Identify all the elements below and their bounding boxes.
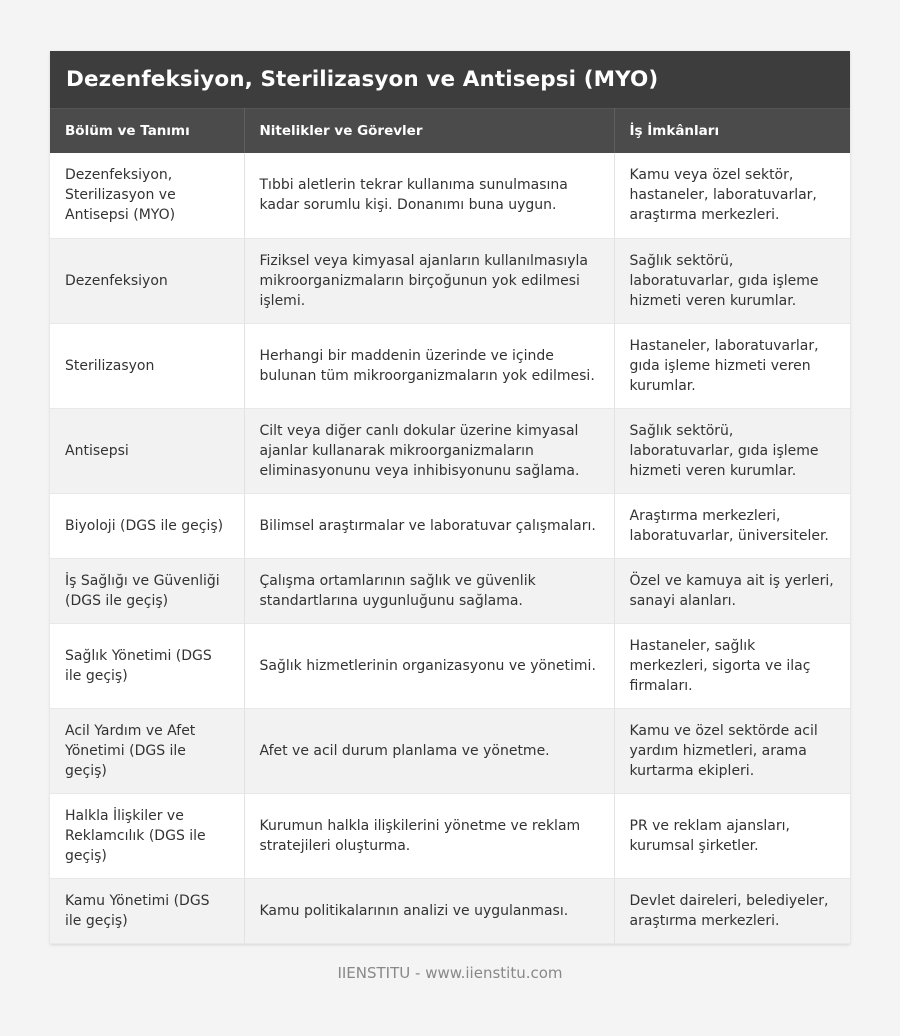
table-cell: Devlet daireleri, belediyeler, araştırma merkezleri. xyxy=(614,878,850,943)
table-cell: Araştırma merkezleri, laboratuvarlar, üniversiteler. xyxy=(614,493,850,558)
table-row xyxy=(50,878,850,943)
table-cell: Dezenfeksiyon, Sterilizasyon ve Antisepsi (MYO) xyxy=(50,153,244,238)
table-cell: Acil Yardım ve Afet Yönetimi (DGS ile geçiş) xyxy=(50,708,244,793)
column-header-job-opportunities: İş İmkânları xyxy=(614,109,850,154)
table-cell: PR ve reklam ajansları, kurumsal şirketler. xyxy=(614,793,850,878)
data-table xyxy=(50,108,850,944)
table-row xyxy=(50,493,850,558)
table-row xyxy=(50,558,850,623)
table-row xyxy=(50,238,850,323)
table-cell: Sterilizasyon xyxy=(50,323,244,408)
table-row xyxy=(50,623,850,708)
table-cell: Kurumun halkla ilişkilerini yönetme ve reklam stratejileri oluşturma. xyxy=(244,793,614,878)
table-cell: Tıbbi aletlerin tekrar kullanıma sunulmasına kadar sorumlu kişi. Donanımı buna uygun. xyxy=(244,153,614,238)
table-cell: Özel ve kamuya ait iş yerleri, sanayi alanları. xyxy=(614,558,850,623)
table-header-row xyxy=(50,109,850,154)
table-cell: Herhangi bir maddenin üzerinde ve içinde bulunan tüm mikroorganizmaların yok edilmesi. xyxy=(244,323,614,408)
table-cell: Sağlık Yönetimi (DGS ile geçiş) xyxy=(50,623,244,708)
table-cell: Sağlık hizmetlerinin organizasyonu ve yönetimi. xyxy=(244,623,614,708)
table-cell: Kamu Yönetimi (DGS ile geçiş) xyxy=(50,878,244,943)
column-header-qualifications: Nitelikler ve Görevler xyxy=(244,109,614,154)
table-cell: Hastaneler, sağlık merkezleri, sigorta ve ilaç firmaları. xyxy=(614,623,850,708)
table-row xyxy=(50,793,850,878)
page-title: Dezenfeksiyon, Sterilizasyon ve Antisepsi (MYO) xyxy=(50,51,850,108)
table-cell: Dezenfeksiyon xyxy=(50,238,244,323)
table-cell: Hastaneler, laboratuvarlar, gıda işleme hizmeti veren kurumlar. xyxy=(614,323,850,408)
table-cell: Fiziksel veya kimyasal ajanların kullanılmasıyla mikroorganizmaların birçoğunun yok edilmesi işlemi. xyxy=(244,238,614,323)
table-row xyxy=(50,708,850,793)
table-cell: Antisepsi xyxy=(50,408,244,493)
footer-text: IIENSTITU - www.iienstitu.com xyxy=(337,964,563,982)
column-header-department: Bölüm ve Tanımı xyxy=(50,109,244,154)
table-cell: Bilimsel araştırmalar ve laboratuvar çalışmaları. xyxy=(244,493,614,558)
table-cell: Çalışma ortamlarının sağlık ve güvenlik standartlarına uygunluğunu sağlama. xyxy=(244,558,614,623)
table-cell: Cilt veya diğer canlı dokular üzerine kimyasal ajanlar kullanarak mikroorganizmaların eliminasyonunu veya inhibisyonunu sağlama. xyxy=(244,408,614,493)
table-cell: Halkla İlişkiler ve Reklamcılık (DGS ile geçiş) xyxy=(50,793,244,878)
table-cell: Kamu politikalarının analizi ve uygulanması. xyxy=(244,878,614,943)
table-cell: Kamu veya özel sektör, hastaneler, laboratuvarlar, araştırma merkezleri. xyxy=(614,153,850,238)
table-cell: Biyoloji (DGS ile geçiş) xyxy=(50,493,244,558)
table-cell: Kamu ve özel sektörde acil yardım hizmetleri, arama kurtarma ekipleri. xyxy=(614,708,850,793)
table-row xyxy=(50,153,850,238)
table-cell: Sağlık sektörü, laboratuvarlar, gıda işleme hizmeti veren kurumlar. xyxy=(614,238,850,323)
table-row xyxy=(50,408,850,493)
table-row xyxy=(50,323,850,408)
table-cell: Sağlık sektörü, laboratuvarlar, gıda işleme hizmeti veren kurumlar. xyxy=(614,408,850,493)
table-card xyxy=(50,51,850,944)
table-cell: İş Sağlığı ve Güvenliği (DGS ile geçiş) xyxy=(50,558,244,623)
table-cell: Afet ve acil durum planlama ve yönetme. xyxy=(244,708,614,793)
